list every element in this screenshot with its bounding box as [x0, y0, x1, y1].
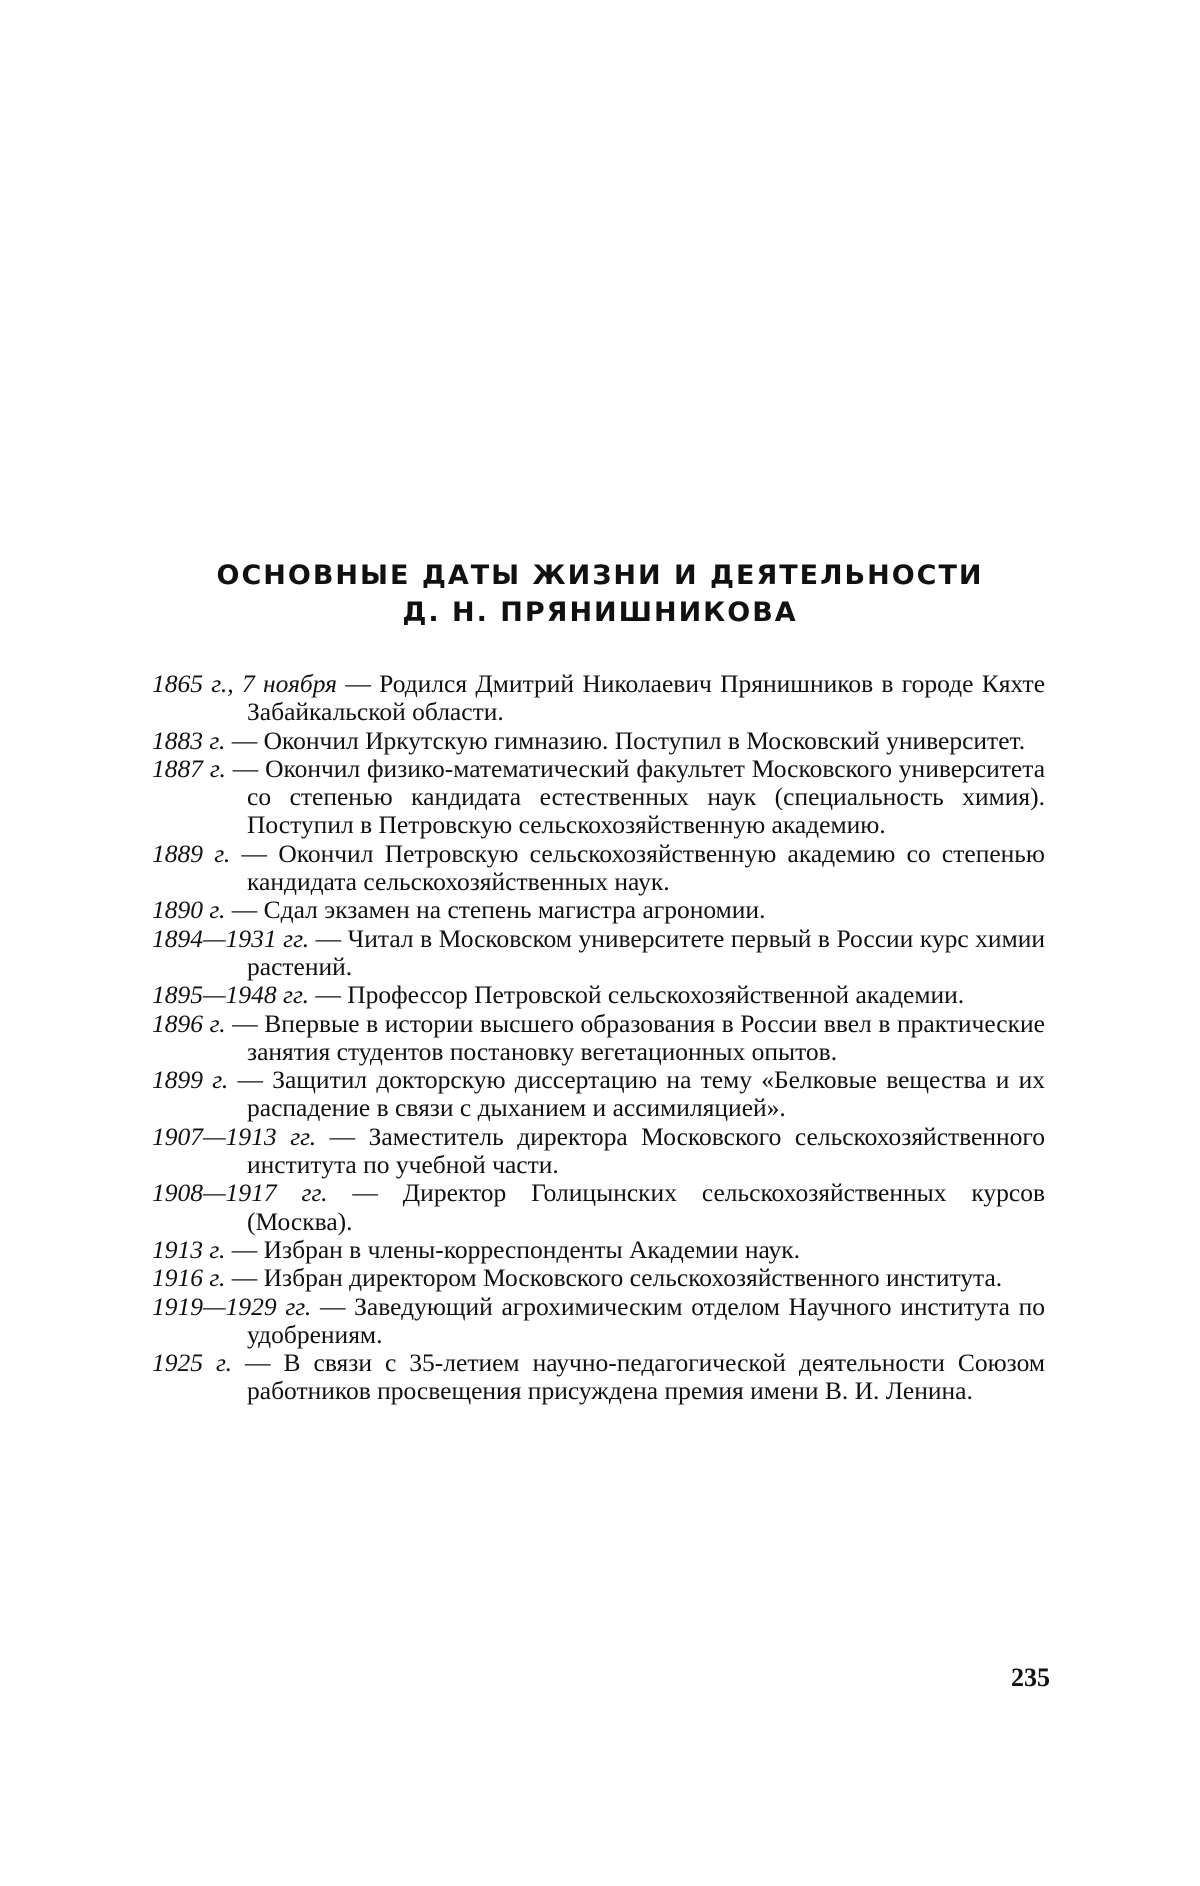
entry-date: 1916 г. [152, 1263, 225, 1292]
entry-date: 1925 г. [152, 1348, 232, 1377]
entry-text: В связи с 35-летием научно-педагогической деятельности Союзом работников просвещения присуждена премия имени В. И. Ленина. [247, 1348, 1045, 1405]
chronology-entry: 1907—1913 гг. — Заместитель директора Московского сельскохозяйственного института по учебной части. [152, 1123, 1045, 1180]
entry-date: 1896 г. [152, 1009, 226, 1038]
entry-date: 1887 г. [152, 754, 226, 783]
chronology-entry: 1919—1929 гг. — Заведующий агрохимическим отделом Научного института по удобрениям. [152, 1293, 1045, 1350]
entry-date: 1907—1913 гг. [152, 1122, 316, 1151]
entry-text: Избран директором Московского сельскохозяйственного института. [264, 1263, 1003, 1292]
entry-text: Читал в Московском университете первый в России курс химии растений. [247, 924, 1045, 981]
entry-text: Окончил Иркутскую гимназию. Поступил в Московский университет. [264, 726, 1026, 755]
entry-text: Окончил физико-математический факультет Московского университета со степенью кандидата естественных наук (специальность химия). Поступил в Петровскую сельскохозяйственную академию. [247, 754, 1045, 840]
chronology-entry: 1896 г. — Впервые в истории высшего образования в России ввел в практические занятия студентов постановку вегетационных опытов. [152, 1010, 1045, 1067]
entry-text: Защитил докторскую диссертацию на тему «Белковые вещества и их распадение в связи с дыханием и ассимиляцией». [247, 1065, 1045, 1122]
page-number: 235 [990, 1663, 1050, 1693]
chronology-entry: 1890 г. — Сдал экзамен на степень магистра агрономии. [152, 896, 1045, 924]
chronology-entry: 1913 г. — Избран в члены-корреспонденты Академии наук. [152, 1236, 1045, 1264]
entry-date: 1883 г. [152, 726, 225, 755]
chronology-list [152, 670, 1045, 1406]
entry-date: 1919—1929 гг. [152, 1292, 311, 1321]
page-title [150, 557, 1050, 631]
chronology-entry: 1887 г. — Окончил физико-математический факультет Московского университета со степенью кандидата естественных наук (специальность химия). Поступил в Петровскую сельскохозяйственную академию. [152, 755, 1045, 840]
entry-date: 1908—1917 гг. [152, 1178, 328, 1207]
page-title-line-2: Д. Н. ПРЯНИШНИКОВА [150, 594, 1050, 631]
entry-text: Родился Дмитрий Николаевич Прянишников в городе Кяхте Забайкальской области. [247, 669, 1045, 726]
chronology-entry: 1925 г. — В связи с 35-летием научно-педагогической деятельности Союзом работников просвещения присуждена премия имени В. И. Ленина. [152, 1349, 1045, 1406]
entry-text: Директор Голицынских сельскохозяйственных курсов (Москва). [247, 1178, 1045, 1235]
chronology-entry: 1883 г. — Окончил Иркутскую гимназию. Поступил в Московский университет. [152, 727, 1045, 755]
entry-date: 1889 г. [152, 839, 230, 868]
entry-date: 1890 г. [152, 895, 225, 924]
entry-text: Избран в члены-корреспонденты Академии наук. [264, 1235, 800, 1264]
chronology-entry: 1889 г. — Окончил Петровскую сельскохозяйственную академию со степенью кандидата сельскохозяйственных наук. [152, 840, 1045, 897]
entry-date: 1865 г., 7 ноября [152, 669, 337, 698]
entry-text: Сдал экзамен на степень магистра агрономии. [264, 895, 766, 924]
entry-text: Впервые в истории высшего образования в России ввел в практические занятия студентов постановку вегетационных опытов. [247, 1009, 1045, 1066]
entry-text: Заведующий агрохимическим отделом Научного института по удобрениям. [247, 1292, 1045, 1349]
entry-date: 1894—1931 гг. [152, 924, 309, 953]
entry-date: 1913 г. [152, 1235, 225, 1264]
chronology-entry: 1899 г. — Защитил докторскую диссертацию на тему «Белковые вещества и их распадение в связи с дыханием и ассимиляцией». [152, 1066, 1045, 1123]
chronology-entry: 1865 г., 7 ноября — Родился Дмитрий Николаевич Прянишников в городе Кяхте Забайкальской области. [152, 670, 1045, 727]
entry-date: 1899 г. [152, 1065, 228, 1094]
entry-text: Заместитель директора Московского сельскохозяйственного института по учебной части. [247, 1122, 1045, 1179]
chronology-entry: 1908—1917 гг. — Директор Голицынских сельскохозяйственных курсов (Москва). [152, 1179, 1045, 1236]
entry-text: Окончил Петровскую сельскохозяйственную академию со степенью кандидата сельскохозяйственных наук. [247, 839, 1045, 896]
chronology-entry: 1916 г. — Избран директором Московского сельскохозяйственного института. [152, 1264, 1045, 1292]
entry-text: Профессор Петровской сельскохозяйственной академии. [347, 980, 964, 1009]
page-title-line-1: ОСНОВНЫЕ ДАТЫ ЖИЗНИ И ДЕЯТЕЛЬНОСТИ [150, 557, 1050, 594]
entry-date: 1895—1948 гг. [152, 980, 309, 1009]
chronology-entry: 1895—1948 гг. — Профессор Петровской сельскохозяйственной академии. [152, 981, 1045, 1009]
document-page [0, 0, 1200, 1886]
chronology-entry: 1894—1931 гг. — Читал в Московском университете первый в России курс химии растений. [152, 925, 1045, 982]
